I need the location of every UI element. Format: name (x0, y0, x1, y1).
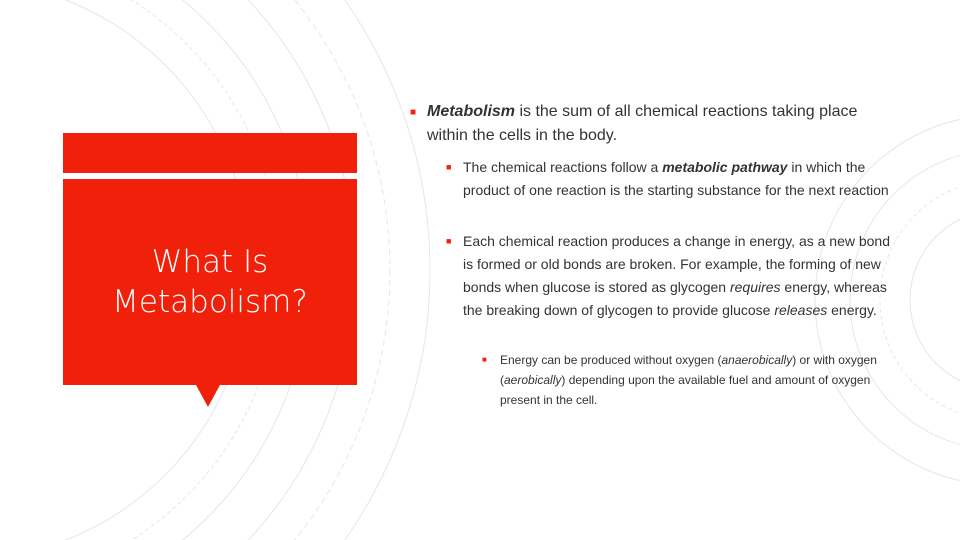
bullet-term: metabolic pathway (662, 159, 788, 175)
square-bullet-icon: ■ (482, 355, 487, 364)
bullet-level-2 (446, 230, 896, 322)
bullet-text-segment: Each chemical reaction produces a change in energy, as a new bond is formed or old bonds are broken. For example, the forming of new bonds when glucose is stored as glycogen (463, 233, 891, 295)
slide-title-line-2: Metabolism? (112, 284, 308, 320)
bullet-term: Metabolism (427, 103, 516, 120)
bullet-text (482, 350, 902, 410)
square-bullet-icon: ■ (446, 162, 452, 172)
bullet-level-2 (446, 156, 896, 202)
bullet-emphasis: aerobically (504, 373, 562, 387)
bullet-emphasis: requires (729, 279, 781, 295)
bullet-level-1 (410, 100, 890, 148)
bullet-text-segment: is the sum of all chemical reactions taking place within the cells in the body. (427, 103, 858, 144)
bullet-text-segment: Energy can be produced without oxygen ( (500, 353, 722, 367)
bullet-level-3 (482, 350, 902, 410)
square-bullet-icon: ■ (446, 236, 452, 246)
bullet-text-segment: energy, whereas the breaking down of glycogen to provide glucose (463, 279, 887, 318)
bullet-text-segment: The chemical reactions follow a (463, 159, 663, 175)
square-bullet-icon: ■ (410, 107, 417, 118)
bullet-text-segment: ) or with oxygen ( (500, 353, 877, 387)
bullet-text (410, 100, 890, 148)
bullet-text (446, 156, 896, 202)
slide-title-line-1: What Is (151, 244, 269, 280)
bullet-text (446, 230, 896, 322)
bullet-text-segment: energy. (827, 302, 877, 318)
bullet-emphasis: anaerobically (721, 353, 793, 367)
bullet-emphasis: releases (774, 302, 828, 318)
bullet-text-segment: in which the product of one reaction is the starting substance for the next reaction (463, 159, 889, 198)
bullet-text-segment: ) depending upon the available fuel and amount of oxygen present in the cell. (500, 373, 871, 407)
